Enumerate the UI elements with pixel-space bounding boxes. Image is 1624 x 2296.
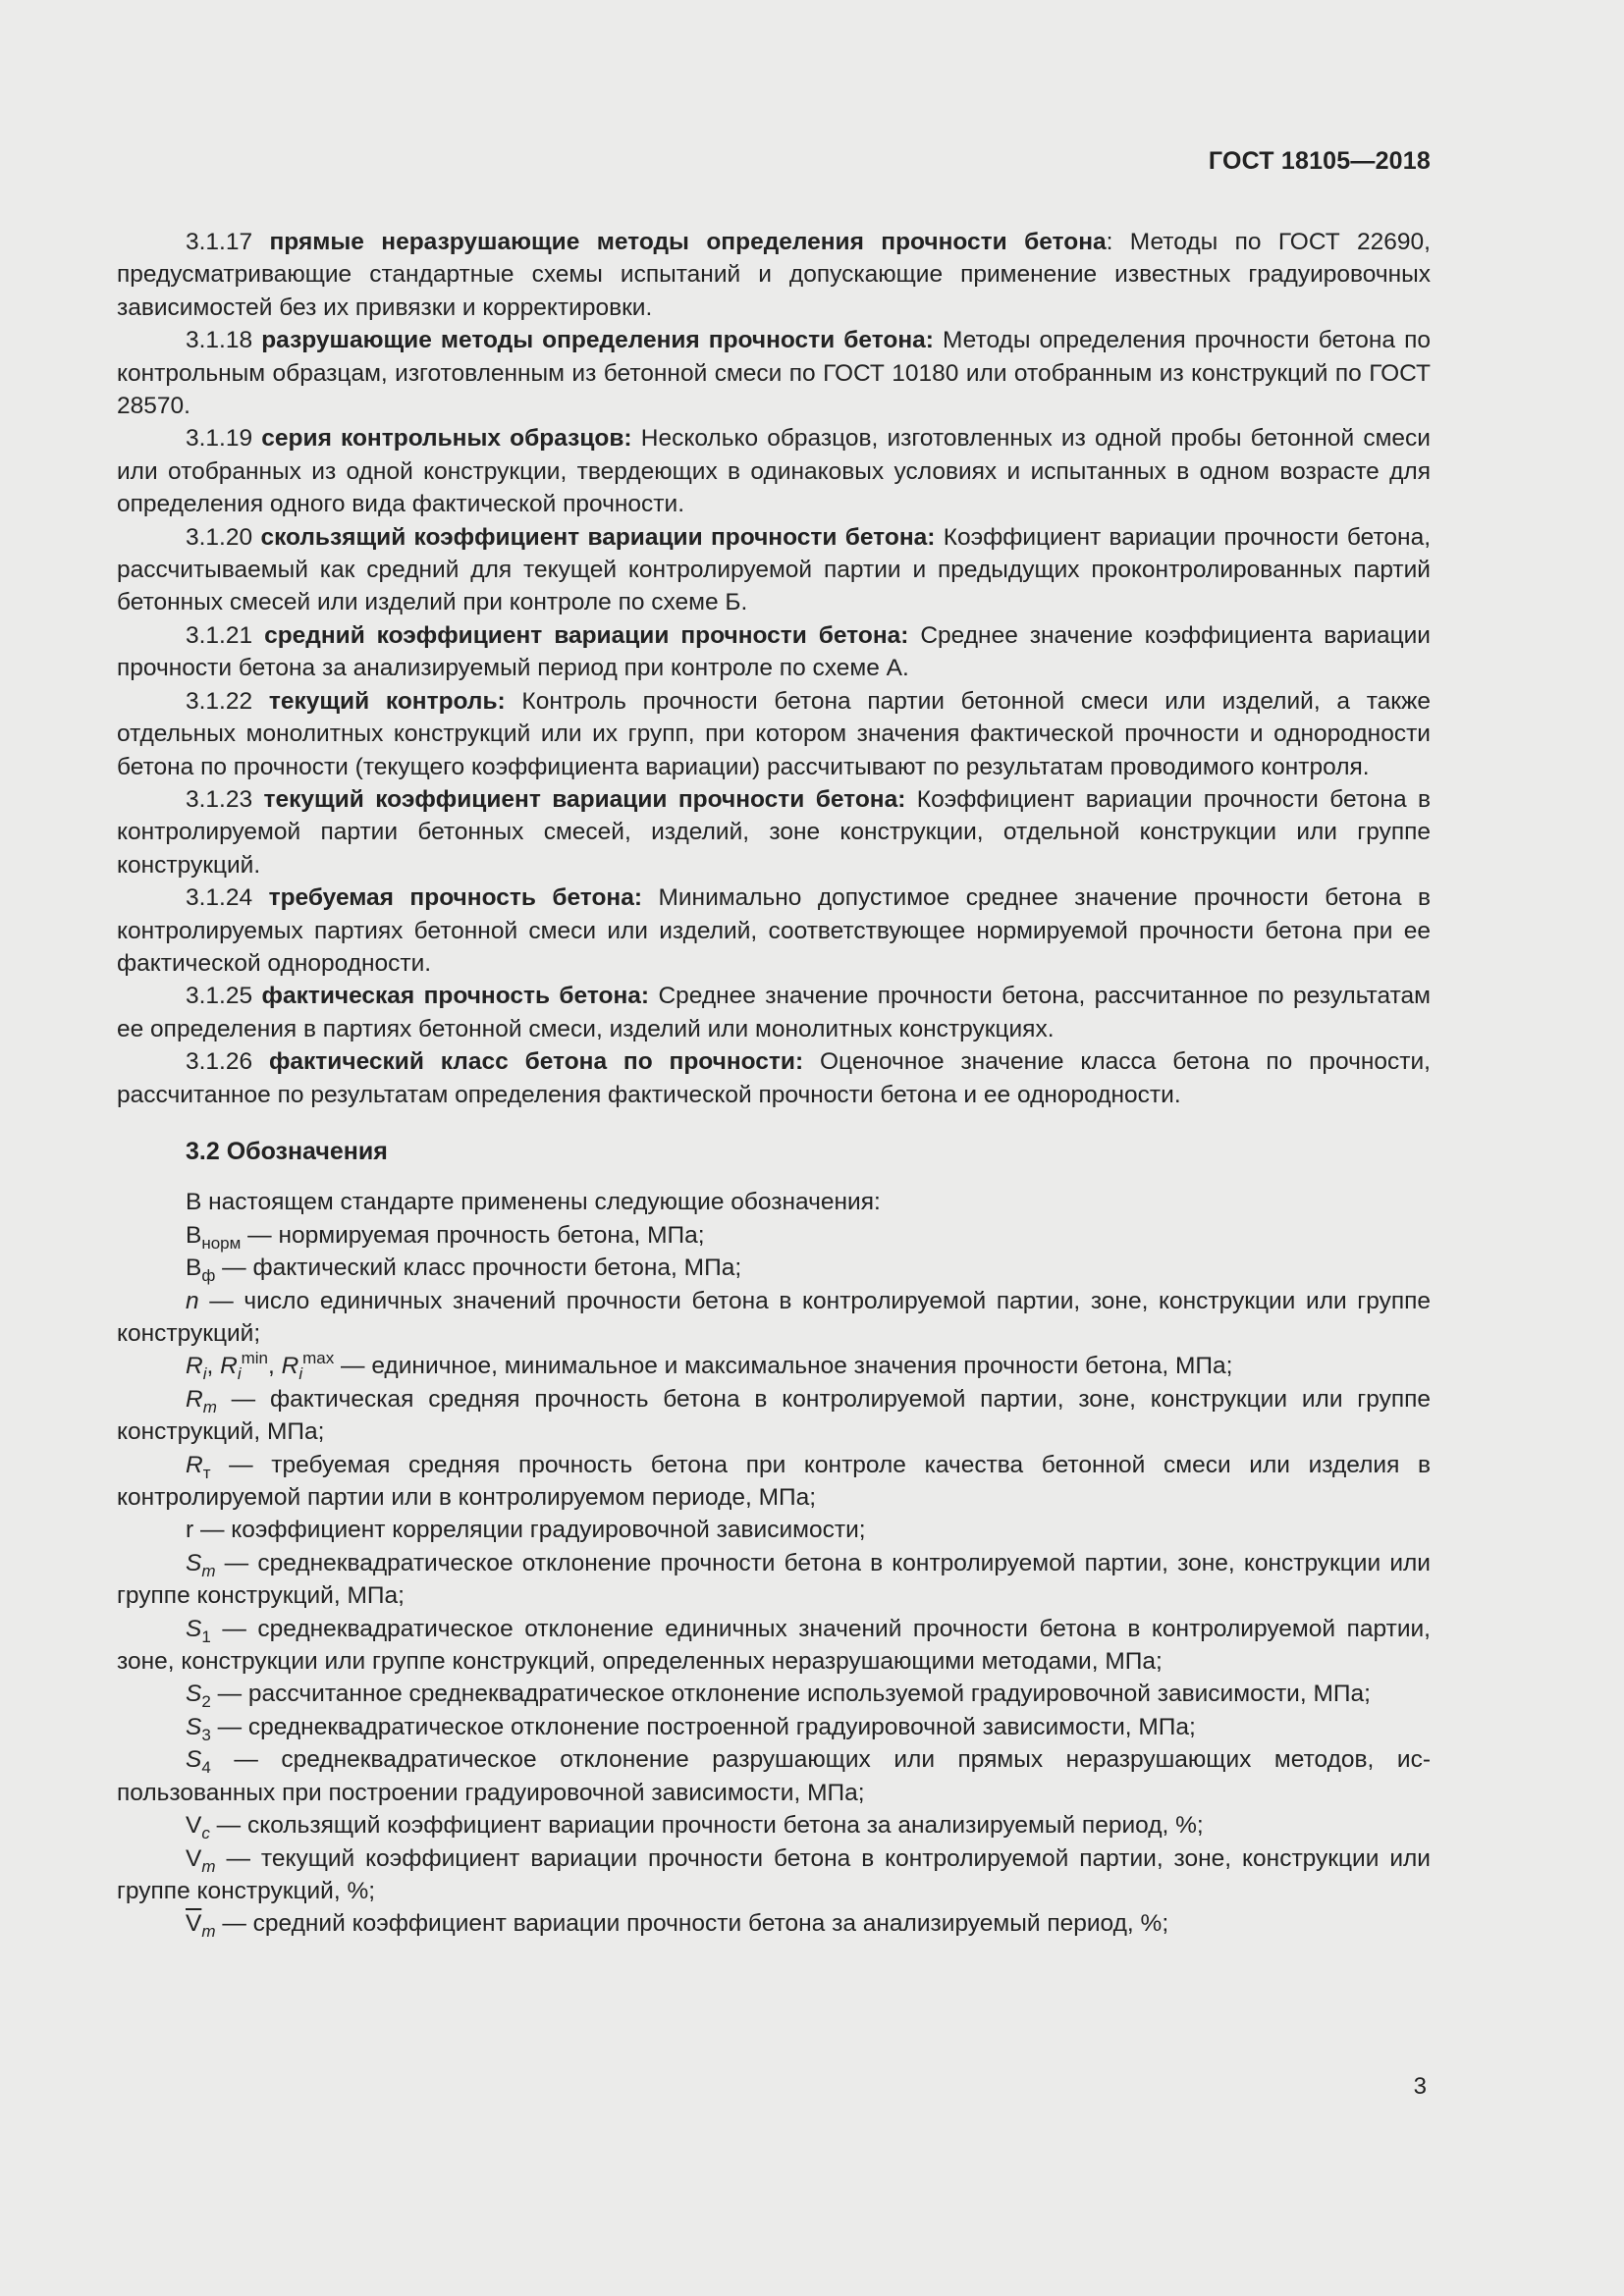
term-title: фактический класс бетона по прочности: (268, 1048, 804, 1076)
term-title: средний коэффициент вариации прочности бетона: (264, 621, 909, 649)
symbol-s-3: $S_3$ — среднеквадратическое отклонение построенной градуировочной зависимости, МПа; (186, 1713, 1196, 1744)
symbol-r-m: $R_m$ — фактическая средняя прочность бетона в контролируемой партии, зоне, конструкции или группе конструкций, МПа; (117, 1385, 1431, 1446)
symbol-n: n — число единичных значений прочности бетона в контролируемой партии, зоне, конструкции или группе конструкций; (117, 1287, 1431, 1347)
symbol-v-m-mean: $\overline{V}_m$ — средний коэффициент вариации прочности бетона за анализируемый период, %; (186, 1910, 1169, 1942)
term-3-1-20: 3.1.20 скользящий коэффициент вариации прочности бетона: Коэффициент вариации прочности бетона, рассчитываемый как средний для текущей контролируемой партии и предыдущих проконтролированных партий бетонных смесей или изделий при контроле по схеме Б. (117, 523, 1431, 616)
page-content (117, 226, 1431, 1941)
symbol-r-corr: r — коэффициент корреляции градуировочной зависимости; (186, 1517, 866, 1544)
page-number: 3 (1413, 2073, 1427, 2100)
term-3-1-25: 3.1.25 фактическая прочность бетона: Среднее значение прочности бетона, рассчитанное по результатам ее определения в партиях бетонной смеси, изделий или монолитных конструкциях. (117, 983, 1432, 1042)
term-3-1-19: 3.1.19 серия контрольных образцов: Несколько образцов, изготовленных из одной пробы бетонной смеси или отобранных из одной конструкции, твердеющих в одинаковых условиях и испытанных в одном возрасте для определения одного вида фактической прочности. (117, 425, 1431, 518)
term-title: требуемая прочность бетона: (268, 884, 642, 912)
symbol-s-m: $S_m$ — среднеквадратическое отклонение прочности бетона в контролируемой партии, зоне, конструкции или группе конструкций, МПа; (117, 1549, 1431, 1610)
term-title: скользящий коэффициент вариации прочности бетона: (260, 523, 936, 551)
symbol-r-i: $R_i$, $R_i^{min}$, $R_i^{max}$ — единичное, минимальное и максимальное значения прочности бетона, МПа; (186, 1349, 1233, 1384)
term-3-1-22: 3.1.22 текущий контроль: Контроль прочности бетона партии бетонной смеси или изделий, а также отдельных монолитных конструкций или их групп, при котором значения фактической прочности и однородности бетона по прочности (текущего коэффициента вариации) рассчитывают по результатам проводимого контроля. (117, 687, 1432, 780)
term-title: текущий контроль: (268, 687, 506, 715)
section-intro: В настоящем стандарте применены следующие обозначения: (186, 1189, 881, 1216)
symbol-s-2: $S_2$ — рассчитанное среднеквадратическое отклонение используемой градуировочной зависимости, МПа; (186, 1681, 1371, 1712)
symbol-v-m: $V_m$ — текущий коэффициент вариации прочности бетона в контролируемой партии, зоне, конструкции или группе конструкций, %; (117, 1844, 1431, 1904)
term-title: прямые неразрушающие методы определения прочности бетона (269, 229, 1107, 255)
symbol-v-c: $V_c$ — скользящий коэффициент вариации прочности бетона за анализируемый период, %; (186, 1812, 1204, 1843)
symbol-s-4: $S_4$ — среднеквадратическое отклонение разрушающих или прямых неразрушающих методов, использованных при построении градуировочной зависимости, МПа; (117, 1746, 1431, 1806)
term-title: текущий коэффициент вариации прочности бетона: (263, 785, 906, 813)
term-3-1-26: 3.1.26 фактический класс бетона по прочности: Оценочное значение класса бетона по прочности, рассчитанное по результатам определения фактической прочности бетона и ее однородности. (117, 1048, 1431, 1108)
section-heading: 3.2 Обозначения (186, 1137, 388, 1165)
term-3-1-23: 3.1.23 текущий коэффициент вариации прочности бетона: Коэффициент вариации прочности бетона в контролируемой партии бетонных смесей, изделий, зоне конструкции, отдельной конструкции или группе конструкций. (117, 785, 1431, 879)
term-3-1-18: 3.1.18 разрушающие методы определения прочности бетона: Методы определения прочности бетона по контрольным образцам, изготовленным из бетонной смеси по ГОСТ 10180 или отобранным из конструкций по ГОСТ 28570. (117, 327, 1431, 420)
term-3-1-21: 3.1.21 средний коэффициент вариации прочности бетона: Среднее значение коэффициента вариации прочности бетона за анализируемый период при контроле по схеме А. (117, 621, 1431, 682)
term-3-1-17: 3.1.17 прямые неразрушающие методы определения прочности бетона: Методы по ГОСТ 22690, предусматривающие стандартные схемы испытаний и допускающие применение известных градуировочных зависимостей без их привязки и корректировки. (117, 229, 1431, 321)
symbol-b-f: $В_ф$ — фактический класс прочности бетона, МПа; (186, 1255, 742, 1286)
term-title: серия контрольных образцов: (261, 425, 632, 453)
symbol-b-norm: $В_{норм}$ — нормируемая прочность бетона, МПа; (186, 1221, 705, 1253)
symbol-s-1: $S_1$ — среднеквадратическое отклонение единичных значений прочности бетона в контролируемой партии, зоне, конструкции или группе конструкций, определенных неразрушающими методами, МПа; (117, 1615, 1431, 1676)
term-title: фактическая прочность бетона: (261, 983, 650, 1010)
term-title: разрушающие методы определения прочности бетона: (261, 327, 934, 354)
symbol-r-t: $R_т$ — требуемая средняя прочность бетона при контроле качества бетонной смеси или изделия в контролируемой партии или в контролируемом периоде, МПа; (117, 1451, 1431, 1512)
standard-code: ГОСТ 18105—2018 (1208, 147, 1431, 175)
term-3-1-24: 3.1.24 требуемая прочность бетона: Минимально допустимое среднее значение прочности бетона в контролируемых партиях бетонной смеси или изделий, соответствующее нормируемой прочности бетона при ее фактической однородности. (117, 884, 1431, 977)
